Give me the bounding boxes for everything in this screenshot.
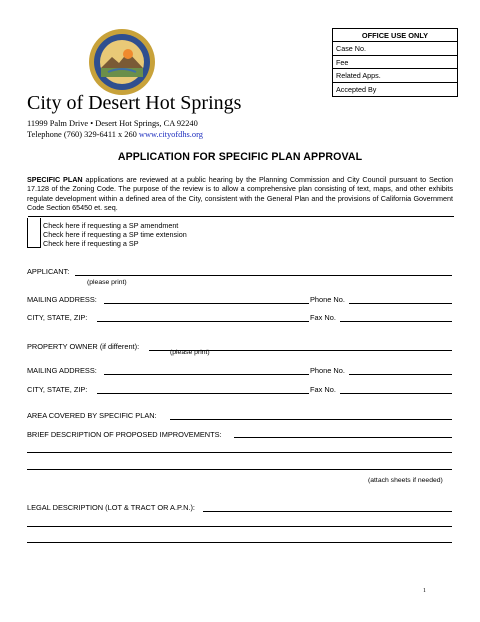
city-address: 11999 Palm Drive • Desert Hot Springs, CA 92240: [27, 119, 198, 128]
improvements-field-3[interactable]: [27, 469, 452, 470]
area-field[interactable]: [170, 419, 452, 420]
city-seal-logo: [88, 28, 156, 96]
office-use-heading: OFFICE USE ONLY: [333, 29, 457, 42]
checkbox-sp-time-extension[interactable]: Check here if requesting a SP time extension: [43, 230, 187, 239]
page-number: 1: [423, 588, 426, 594]
improvements-field-2[interactable]: [27, 452, 452, 453]
owner-phone-field[interactable]: [349, 374, 452, 375]
office-accepted-by: Accepted By: [336, 84, 377, 94]
area-label: AREA COVERED BY SPECIFIC PLAN:: [27, 411, 157, 420]
improvements-note: (attach sheets if needed): [368, 477, 443, 484]
applicant-mailing-field[interactable]: [104, 303, 309, 304]
intro-lead: SPECIFIC PLAN: [27, 175, 83, 184]
applicant-city-field[interactable]: [97, 321, 309, 322]
checkbox-sp[interactable]: Check here if requesting a SP: [43, 239, 139, 248]
owner-label: PROPERTY OWNER (if different):: [27, 342, 140, 351]
owner-hint: (please print): [170, 349, 210, 356]
legal-field-3[interactable]: [27, 542, 452, 543]
request-checkbox-column[interactable]: [27, 218, 41, 248]
city-contact: [27, 130, 203, 139]
office-use-table: [332, 28, 458, 97]
applicant-fax-field[interactable]: [340, 321, 452, 322]
city-name: City of Desert Hot Springs: [27, 92, 242, 114]
checkbox-top-rule: [28, 216, 454, 217]
intro-body: applications are reviewed at a public hearing by the Planning Commission and City Council pursuant to Section 17.128 of the Zoning Code. The purpose of the review is to allow a comprehensive plan consisting of text, maps, and other exhibits regulate development within a defined area of the City, consistent with the General Plan and the provisions of California Government Code Section 65450 et. seq.: [27, 175, 453, 213]
owner-mailing-label: MAILING ADDRESS:: [27, 366, 97, 375]
applicant-phone-label: Phone No.: [310, 295, 345, 304]
owner-city-label: CITY, STATE, ZIP:: [27, 385, 88, 394]
owner-mailing-field[interactable]: [104, 374, 309, 375]
applicant-city-label: CITY, STATE, ZIP:: [27, 313, 88, 322]
applicant-label: APPLICANT:: [27, 267, 70, 276]
improvements-label: BRIEF DESCRIPTION OF PROPOSED IMPROVEMENTS:: [27, 430, 222, 439]
improvements-field-1[interactable]: [234, 437, 452, 438]
legal-field-2[interactable]: [27, 526, 452, 527]
applicant-hint: (please print): [87, 279, 127, 286]
intro-paragraph: [27, 175, 453, 213]
owner-fax-field[interactable]: [340, 393, 452, 394]
legal-label: LEGAL DESCRIPTION (LOT & TRACT OR A.P.N.):: [27, 503, 195, 512]
city-phone: Telephone (760) 329-6411 x 260: [27, 130, 137, 139]
checkbox-sp-amendment[interactable]: Check here if requesting a SP amendment: [43, 221, 179, 230]
owner-city-field[interactable]: [97, 393, 309, 394]
applicant-field[interactable]: [75, 275, 452, 276]
applicant-phone-field[interactable]: [349, 303, 452, 304]
office-related-apps: Related Apps.: [333, 69, 457, 83]
city-website-link[interactable]: www.cityofdhs.org: [138, 130, 203, 139]
office-fee: Fee: [333, 56, 457, 70]
form-title: APPLICATION FOR SPECIFIC PLAN APPROVAL: [117, 151, 363, 163]
owner-fax-label: Fax No.: [310, 385, 336, 394]
applicant-mailing-label: MAILING ADDRESS:: [27, 295, 97, 304]
applicant-fax-label: Fax No.: [310, 313, 336, 322]
office-case-no: Case No.: [333, 42, 457, 56]
owner-phone-label: Phone No.: [310, 366, 345, 375]
legal-field-1[interactable]: [203, 511, 452, 512]
